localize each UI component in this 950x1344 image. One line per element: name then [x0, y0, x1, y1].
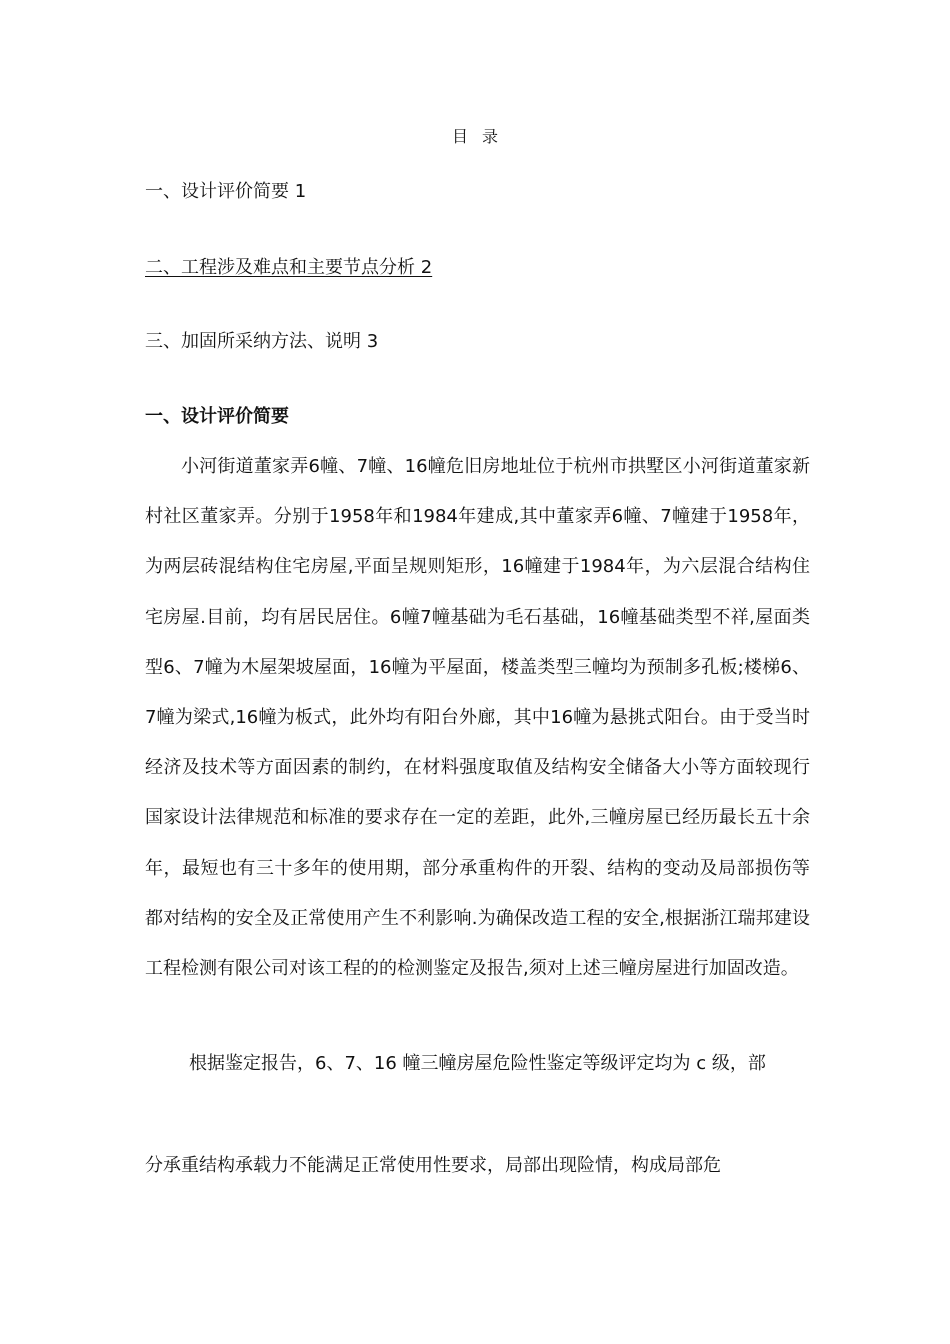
body-paragraph: 小河街道董家弄6幢、7幢、16幢危旧房地址位于杭州市拱墅区小河街道董家新村社区董家弄。分别于1958年和1984年建成,其中董家弄6幢、7幢建于1958年，为两层砖混结构住宅房屋,平面呈规则矩形，16幢建于1984年，为六层混合结构住宅房屋.目前，均有居民居住。6幢7幢基础为毛石基础，16幢基础类型不祥,屋面类型6、7幢为木屋架坡屋面，16幢为平屋面，楼盖类型三幢均为预制多孔板;楼梯6、7幢为梁式,16幢为板式，此外均有阳台外廊，其中16幢为悬挑式阳台。由于受当时经济及技术等方面因素的制约，在材料强度取值及结构安全储备大小等方面较现行国家设计法律规范和标准的要求存在一定的差距，此外,三幢房屋已经历最长五十余年，最短也有三十多年的使用期，部分承重构件的开裂、结构的变动及局部损伤等都对结构的安全及正常使用产生不利影响.为确保改造工程的安全,根据浙江瑞邦建设工程检测有限公司对该工程的的检测鉴定及报告,须对上述三幢房屋进行加固改造。 — [145, 456, 810, 980]
toc-item-reinforcement-methods[interactable]: 三、加固所采纳方法、说明 3 — [145, 331, 379, 352]
body-paragraph-2-line-2: 分承重结构承载力不能满足正常使用性要求，局部出现险情，构成局部危 — [145, 1155, 721, 1176]
section-heading: 一、设计评价简要 — [145, 406, 289, 427]
toc-item-design-summary[interactable]: 一、设计评价简要 1 — [145, 181, 307, 202]
toc-title: 目录 — [451, 127, 512, 146]
body-paragraph-2-line-1: 根据鉴定报告，6、7、16 幢三幢房屋危险性鉴定等级评定均为 c 级，部 — [189, 1053, 766, 1074]
toc-item-difficulties-analysis[interactable]: 二、工程涉及难点和主要节点分析 2 — [145, 257, 433, 278]
